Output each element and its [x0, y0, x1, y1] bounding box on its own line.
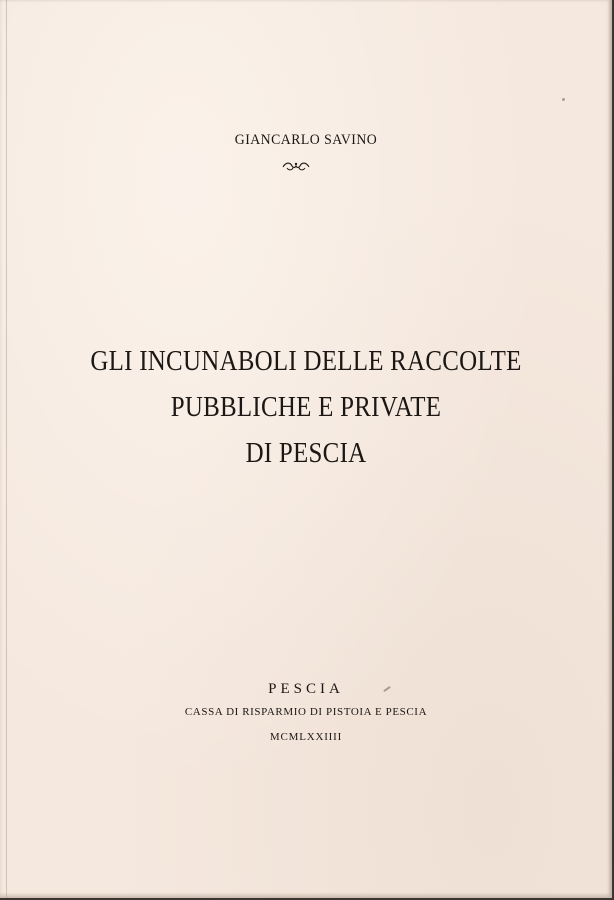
- book-title: [0, 338, 612, 476]
- bottom-edge-shadow: [0, 892, 612, 898]
- publication-place: PESCIA: [268, 681, 344, 697]
- fleuron-ornament-icon: [281, 160, 311, 172]
- publisher-name: CASSA DI RISPARMIO DI PISTOIA E PESCIA: [184, 706, 428, 718]
- title-line-1: GLI INCUNABOLI DELLE RACCOLTE: [90, 345, 522, 377]
- publication-year: MCMLXXIIII: [269, 731, 343, 743]
- title-line-3: DI PESCIA: [245, 437, 367, 469]
- author-name: GIANCARLO SAVINO: [234, 132, 378, 148]
- title-line-2: PUBBLICHE E PRIVATE: [170, 391, 442, 423]
- paper-mark: [562, 98, 565, 101]
